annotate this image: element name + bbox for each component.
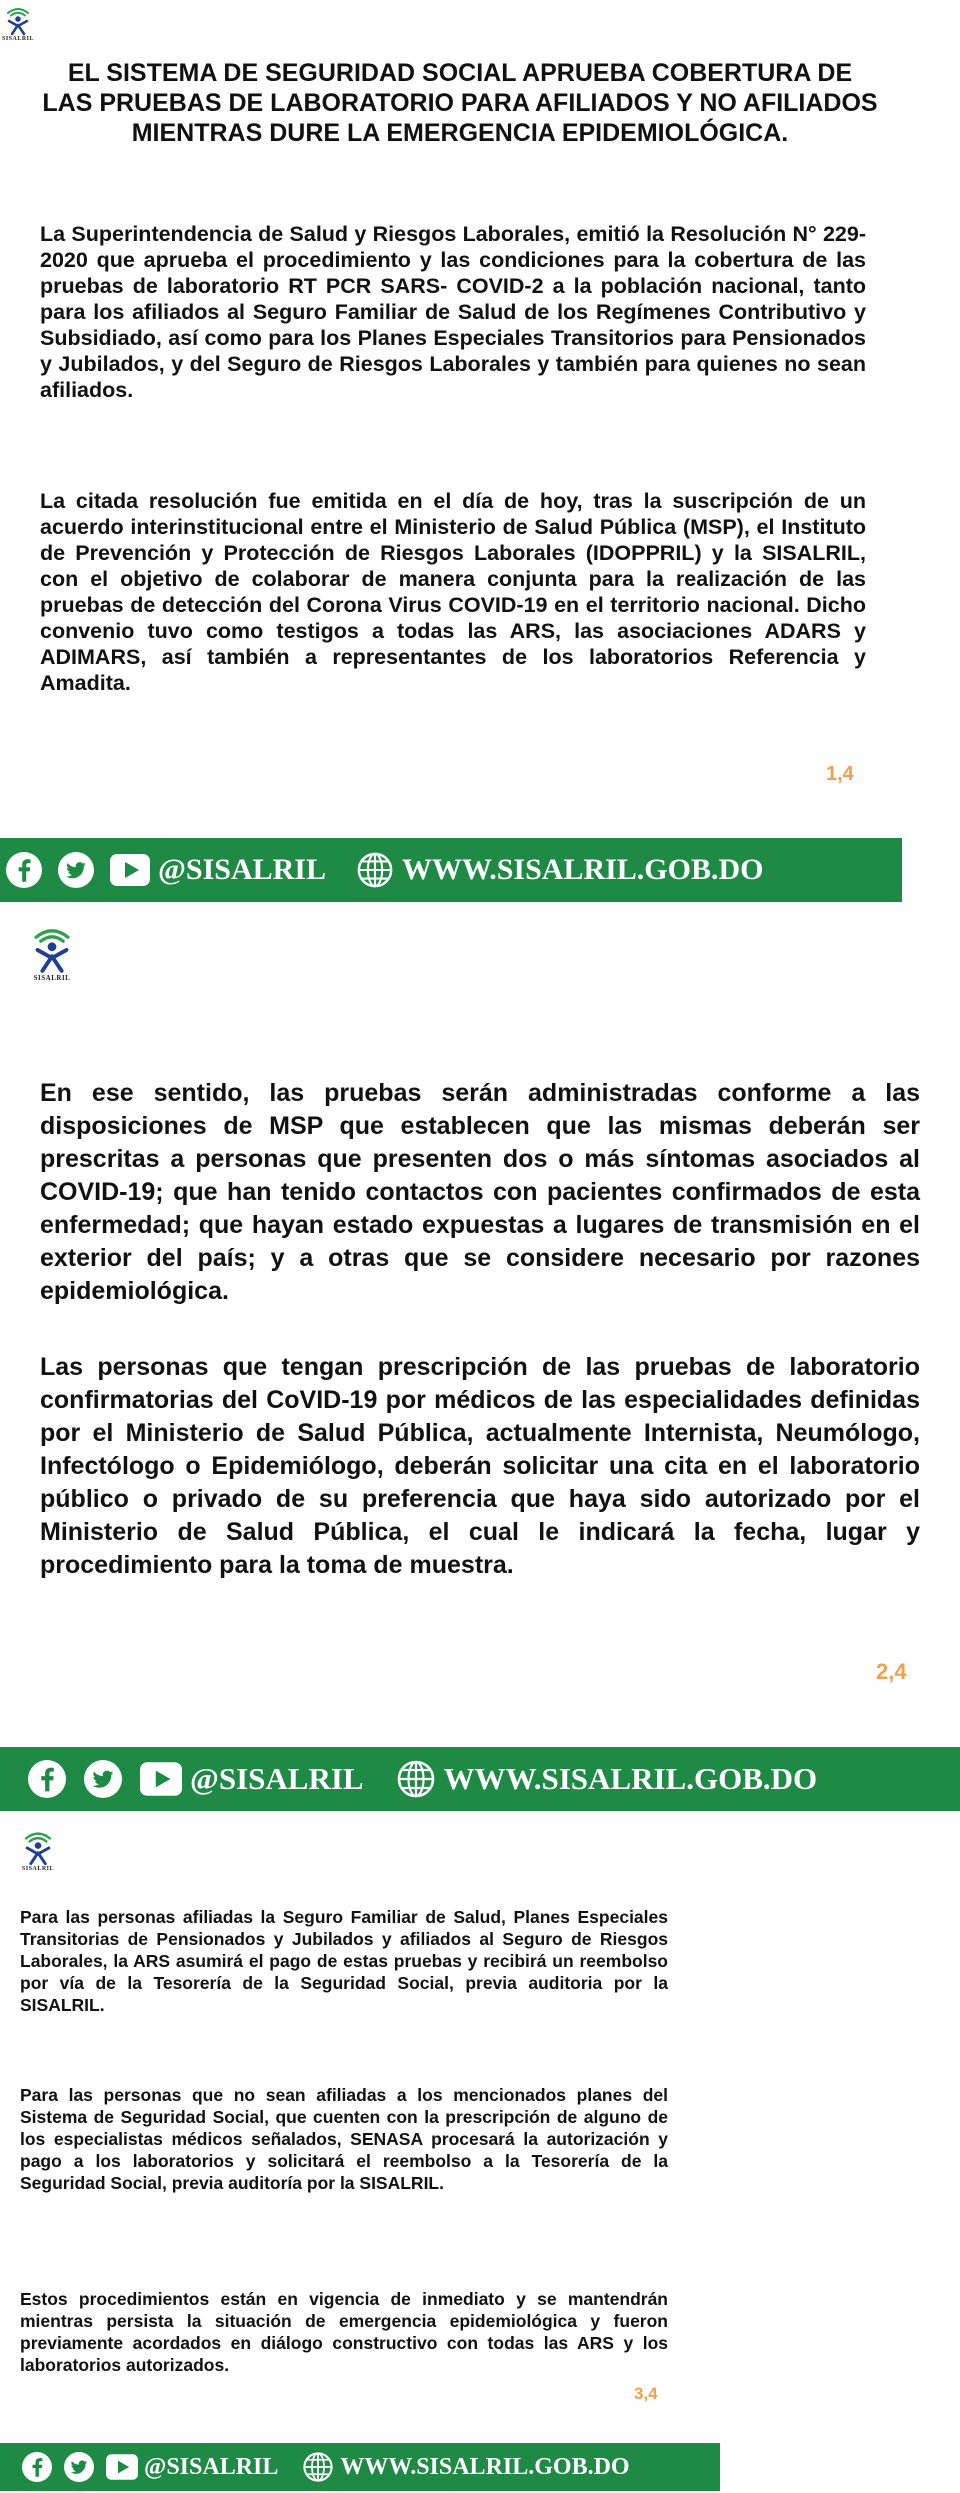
page-number: 1,4 [826, 763, 854, 785]
paragraph-no-afiliados: Para las personas que no sean afiliadas a los mencionados planes del Sistema de Seguridad Social, que cuenten con la prescripción de alguno de los especialistas médicos señalados, SENASA procesará la autorización y pago a los laboratorios y solicitará el reembolso a la Tesorería de la Seguridad Social, previa auditoría por la SISALRIL. [20, 2085, 668, 2193]
paragraph-resolucion: La Superintendencia de Salud y Riesgos Laborales, emitió la Resolución N° 229-2020 que aprueba el procedimiento y las condiciones para la cobertura de las pruebas de laboratorio RT PCR SARS- COVID-2 a la población nacional, tanto para los afiliados al Seguro Familiar de Salud de los Regímenes Contributivo y Subsidiado, así como para los Planes Especiales Transitorios para Pensionados y Jubilados, y del Seguro de Riesgos Laborales y también para quienes no sean afiliados. [40, 222, 866, 402]
sisalril-logo [0, 6, 36, 42]
sisalril-logo [18, 1830, 58, 1872]
sisalril-logo-icon [3, 6, 33, 36]
youtube-icon[interactable] [110, 854, 150, 886]
website-link[interactable]: WWW.SISALRIL.GOB.DO [401, 853, 764, 886]
sisalril-logo [24, 926, 80, 982]
page-number: 3,4 [634, 2384, 658, 2403]
twitter-icon[interactable] [58, 852, 94, 888]
social-handle[interactable]: @SISALRIL [144, 2453, 279, 2480]
logo-text: SISALRIL [33, 974, 71, 982]
social-footer-bar [0, 2443, 720, 2491]
twitter-icon[interactable] [64, 2452, 94, 2482]
social-footer-bar [0, 1747, 960, 1811]
globe-icon [396, 1759, 436, 1799]
youtube-icon[interactable] [140, 1762, 182, 1796]
website-link[interactable]: WWW.SISALRIL.GOB.DO [443, 1761, 818, 1796]
sisalril-logo-icon [28, 926, 76, 974]
logo-text: SISALRIL [1, 36, 34, 42]
paragraph-acuerdo: La citada resolución fue emitida en el día de hoy, tras la suscripción de un acuerdo interinstitucional entre el Ministerio de Salud Pública (MSP), el Instituto de Prevención y Protección de Riesgos Laborales (IDOPPRIL) y la SISALRIL, con el objetivo de colaborar de manera conjunta para la realización de las pruebas de detección del Corona Virus COVID-19 en el territorio nacional. Dicho convenio tuvo como testigos a todas las ARS, las asociaciones ADARS y ADIMARS, así también a representantes de los laboratorios Referencia y Amadita. [40, 489, 866, 695]
paragraph-afiliados: Para las personas afiliadas la Seguro Familiar de Salud, Planes Especiales Transitorias de Pensionados y Jubilados y afiliados al Seguro de Riesgos Laborales, la ARS asumirá el pago de estas pruebas y recibirá un reembolso por vía de la Tesorería de la Seguridad Social, previa auditoria por la SISALRIL. [20, 1907, 668, 2015]
globe-icon [302, 2451, 334, 2483]
logo-text: SISALRIL [21, 1866, 54, 1872]
page-number: 2,4 [876, 1659, 907, 1684]
paragraph-prescripcion: Las personas que tengan prescripción de las pruebas de laboratorio confirmatorias del CoVID-19 por médicos de las especialidades definidas por el Ministerio de Salud Pública, actualmente Internista, Neumólogo, Infectólogo o Epidemiólogo, deberán solicitar una cita en el laboratorio público o privado de su preferencia que haya sido autorizado por el Ministerio de Salud Pública, el cual le indicará la fecha, lugar y procedimiento para la toma de muestra. [40, 1353, 920, 1579]
social-footer-bar [0, 838, 902, 902]
facebook-icon[interactable] [6, 852, 42, 888]
facebook-icon[interactable] [22, 2452, 52, 2482]
facebook-icon[interactable] [28, 1760, 66, 1798]
social-handle[interactable]: @SISALRIL [190, 1761, 364, 1796]
youtube-icon[interactable] [106, 2454, 138, 2480]
paragraph-pruebas: En ese sentido, las pruebas serán administradas conforme a las disposiciones de MSP que establecen que las mismas deberán ser prescritas a personas que presenten dos o más síntomas asociados al COVID-19; que han tenido contactos con pacientes confirmados de esta enfermedad; que hayan estado expuestas a lugares de transmisión en el exterior del país; y a otras que se considere necesario por razones epidemiológica. [40, 1079, 920, 1305]
globe-icon [356, 851, 394, 889]
twitter-icon[interactable] [84, 1760, 122, 1798]
website-link[interactable]: WWW.SISALRIL.GOB.DO [340, 2453, 630, 2480]
paragraph-vigencia: Estos procedimientos están en vigencia de inmediato y se mantendrán mientras persista la situación de emergencia epidemiológica y fueron previamente acordados en diálogo constructivo con todas las ARS y los laboratorios autorizados. [20, 2289, 668, 2375]
sisalril-logo-icon [20, 1830, 56, 1866]
social-handle[interactable]: @SISALRIL [158, 853, 326, 886]
page-title: EL SISTEMA DE SEGURIDAD SOCIAL APRUEBA COBERTURA DE LAS PRUEBAS DE LABORATORIO PARA AFILIADOS Y NO AFILIADOS MIENTRAS DURE LA EMERGENCIA EPIDEMIOLÓGICA. [42, 59, 878, 147]
